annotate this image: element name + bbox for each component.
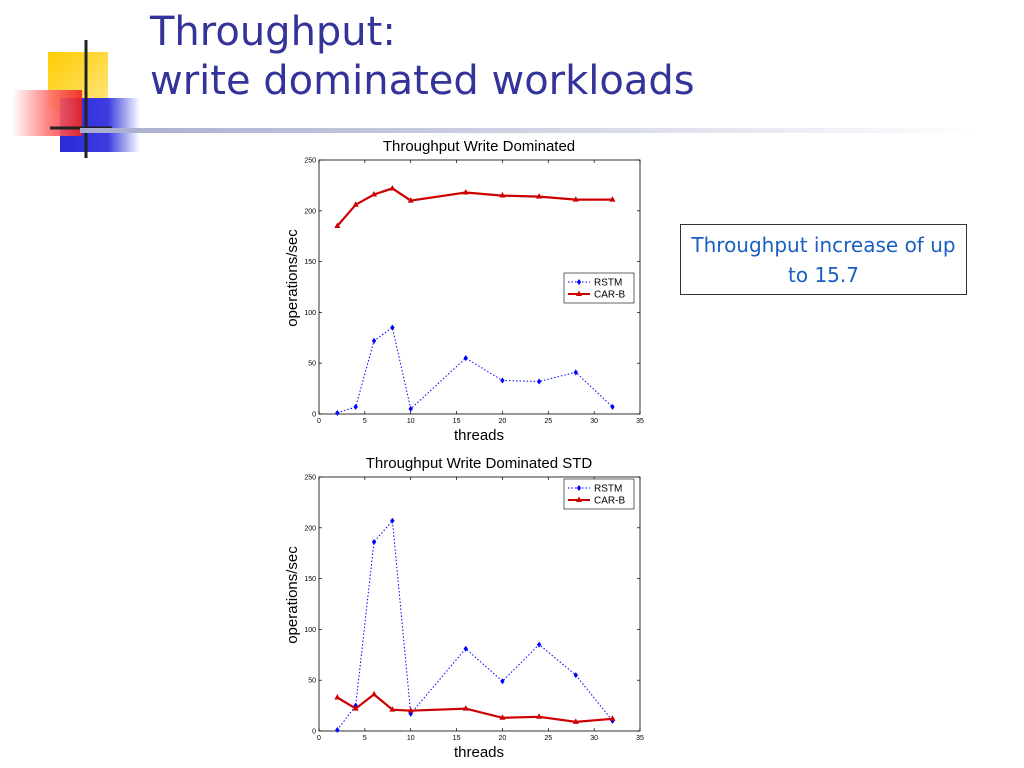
y-axis-label: operations/sec (284, 546, 301, 644)
slide-title-line2: write dominated workloads (150, 58, 695, 104)
y-tick-label: 50 (308, 677, 316, 685)
y-tick-label: 200 (304, 525, 316, 533)
legend (564, 273, 634, 303)
x-tick-label: 20 (498, 418, 507, 425)
x-tick-label: 0 (317, 418, 321, 425)
chart-title: Throughput Write Dominated (382, 138, 576, 155)
x-tick-label: 10 (406, 735, 415, 742)
x-tick-label: 15 (452, 418, 461, 425)
y-tick-label: 0 (312, 411, 316, 419)
y-tick-label: 250 (304, 474, 316, 482)
y-tick-label: 0 (312, 728, 316, 736)
callout-box (680, 224, 967, 295)
y-tick-label: 150 (304, 576, 316, 584)
x-tick-label: 35 (636, 735, 644, 742)
x-tick-label: 30 (590, 418, 599, 425)
chart-title: Throughput Write Dominated STD (365, 455, 593, 472)
x-tick-label: 0 (317, 735, 321, 742)
x-tick-label: 10 (406, 418, 415, 425)
x-axis-label: threads (453, 427, 505, 444)
y-tick-label: 100 (304, 309, 316, 317)
chart-write-dominated (270, 135, 660, 445)
x-tick-label: 30 (590, 735, 599, 742)
legend-label-car-b: CAR-B (594, 289, 626, 301)
y-tick-label: 50 (308, 360, 316, 368)
y-tick-label: 200 (304, 208, 316, 216)
legend-label-car-b: CAR-B (594, 495, 626, 507)
plot-area (304, 475, 644, 743)
x-tick-label: 5 (362, 735, 367, 742)
legend-label-rstm: RSTM (594, 483, 623, 495)
slide-title (150, 8, 695, 106)
y-tick-label: 100 (304, 626, 316, 634)
x-tick-label: 15 (452, 735, 461, 742)
chart-write-dominated-std (270, 452, 660, 762)
chart-svg (270, 452, 660, 762)
x-tick-label: 5 (362, 418, 367, 425)
legend (564, 479, 634, 509)
callout-text: Throughput increase of up to 15.7 (691, 232, 956, 287)
x-tick-label: 25 (544, 418, 553, 425)
x-tick-label: 35 (636, 418, 644, 425)
x-tick-label: 20 (498, 735, 507, 742)
x-axis-label: threads (453, 744, 505, 761)
chart-svg (270, 135, 660, 445)
legend-label-rstm: RSTM (594, 277, 623, 289)
y-tick-label: 250 (304, 157, 316, 165)
x-tick-label: 25 (544, 735, 553, 742)
y-axis-label: operations/sec (284, 229, 301, 327)
title-underline (80, 128, 980, 133)
slide-title-line1: Throughput: (150, 9, 396, 55)
plot-frame (319, 477, 640, 731)
y-tick-label: 150 (304, 259, 316, 267)
decorative-corner-squares (0, 0, 150, 170)
